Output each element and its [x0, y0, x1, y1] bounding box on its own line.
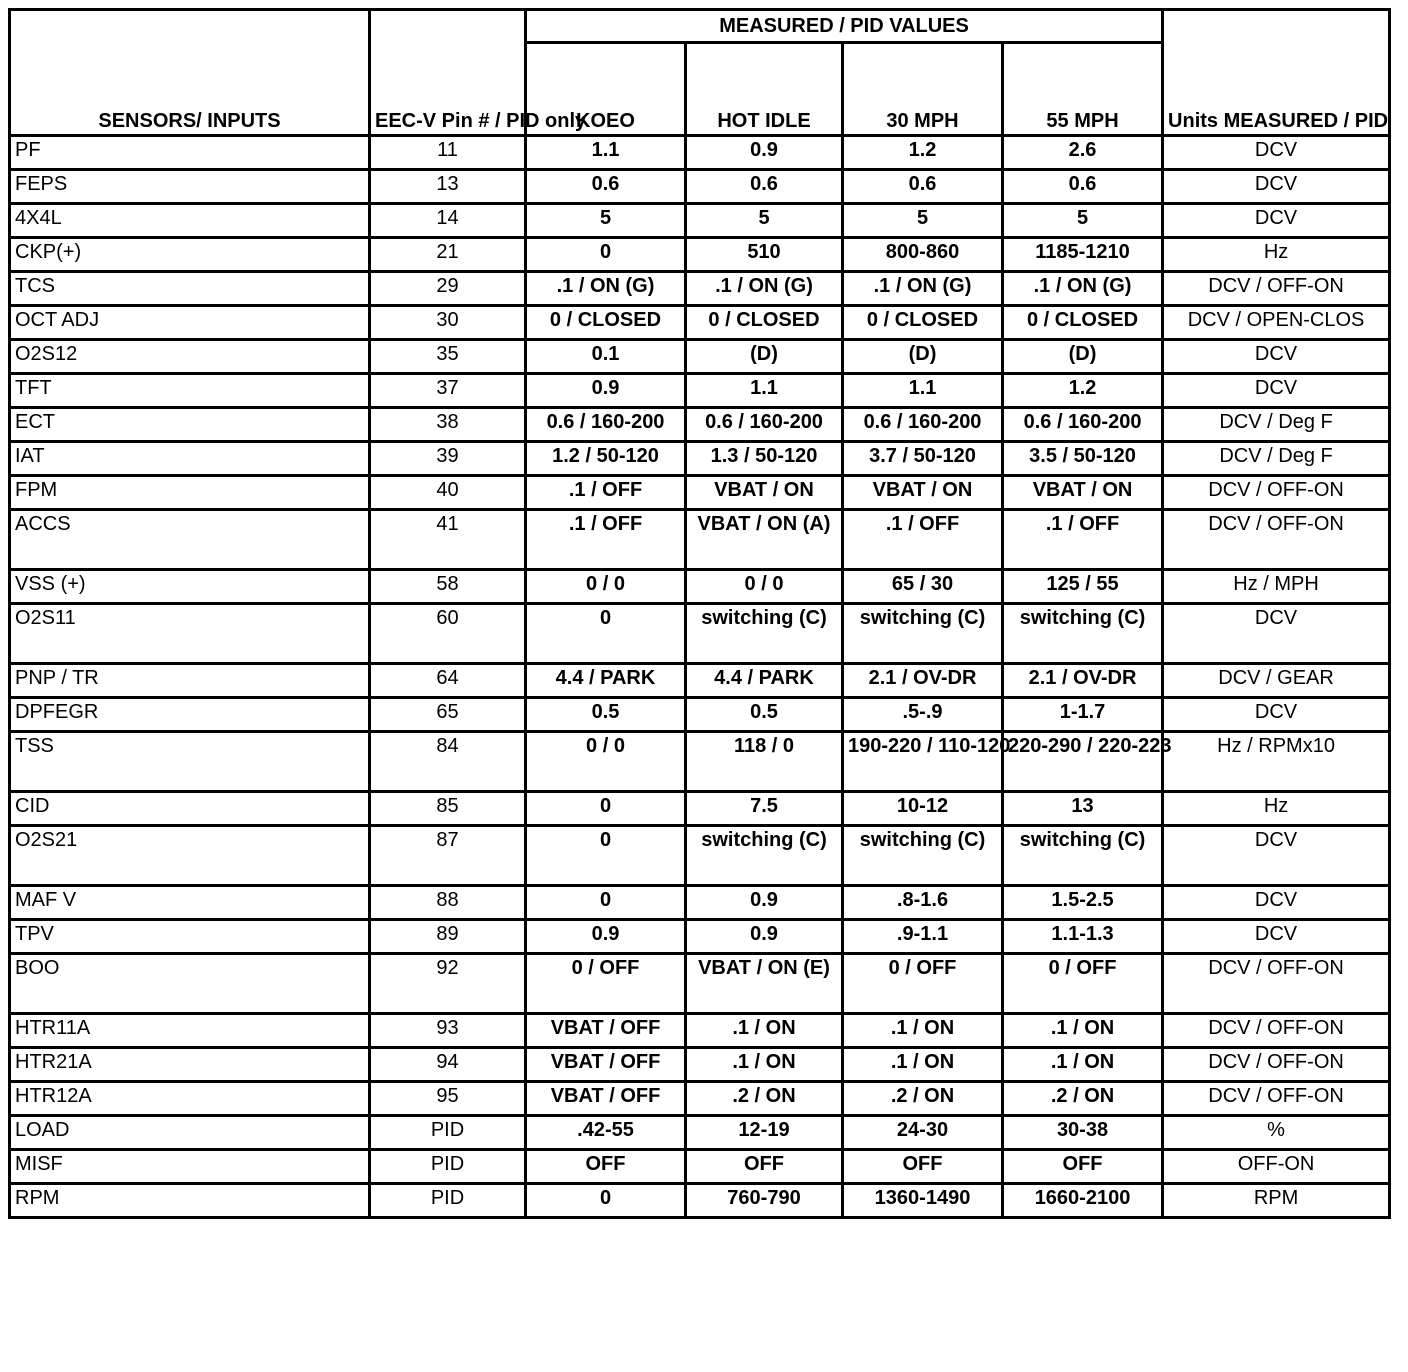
units-cell: DCV / OFF-ON — [1163, 476, 1390, 510]
koeo-value: 0 / OFF — [526, 954, 686, 1014]
koeo-value: 0 — [526, 826, 686, 886]
table-row — [10, 170, 1390, 204]
mph30-value: .1 / ON — [843, 1014, 1003, 1048]
table-row — [10, 1082, 1390, 1116]
mph55-value: 2.1 / OV-DR — [1003, 664, 1163, 698]
pin-cell: PID — [370, 1150, 526, 1184]
mph30-value: .1 / ON — [843, 1048, 1003, 1082]
mph30-value: 190-220 / 110-120 — [843, 732, 1003, 792]
units-cell: DCV — [1163, 340, 1390, 374]
mph30-value: .5-.9 — [843, 698, 1003, 732]
units-cell: DCV / OFF-ON — [1163, 272, 1390, 306]
koeo-value: 0.1 — [526, 340, 686, 374]
pid-values-table — [8, 8, 1391, 1219]
sensor-cell: O2S12 — [10, 340, 370, 374]
units-cell: DCV / OFF-ON — [1163, 1048, 1390, 1082]
units-cell: DCV / Deg F — [1163, 408, 1390, 442]
mph55-value: 0 / CLOSED — [1003, 306, 1163, 340]
sensor-cell: ACCS — [10, 510, 370, 570]
table-row — [10, 732, 1390, 792]
table-row — [10, 306, 1390, 340]
hot-idle-value: VBAT / ON (E) — [686, 954, 843, 1014]
mph55-value: .1 / OFF — [1003, 510, 1163, 570]
mph55-value: 0.6 / 160-200 — [1003, 408, 1163, 442]
sensor-cell: CID — [10, 792, 370, 826]
sensor-cell: VSS (+) — [10, 570, 370, 604]
units-cell: Hz — [1163, 792, 1390, 826]
pin-cell: 88 — [370, 886, 526, 920]
pin-cell: 11 — [370, 136, 526, 170]
koeo-value: 0.9 — [526, 920, 686, 954]
pin-cell: 29 — [370, 272, 526, 306]
pin-cell: 95 — [370, 1082, 526, 1116]
mph30-value: .2 / ON — [843, 1082, 1003, 1116]
koeo-value: 0.6 / 160-200 — [526, 408, 686, 442]
units-cell: Hz — [1163, 238, 1390, 272]
pin-cell: 21 — [370, 238, 526, 272]
hot-idle-value: 760-790 — [686, 1184, 843, 1218]
mph30-value: 800-860 — [843, 238, 1003, 272]
koeo-value: OFF — [526, 1150, 686, 1184]
mph30-value: .9-1.1 — [843, 920, 1003, 954]
units-cell: DCV / OFF-ON — [1163, 1014, 1390, 1048]
mph30-value: switching (C) — [843, 826, 1003, 886]
mph30-value: 2.1 / OV-DR — [843, 664, 1003, 698]
mph55-value: 1185-1210 — [1003, 238, 1163, 272]
mph55-value: 3.5 / 50-120 — [1003, 442, 1163, 476]
units-cell: DCV — [1163, 920, 1390, 954]
units-cell: % — [1163, 1116, 1390, 1150]
hot-idle-value: 0.9 — [686, 136, 843, 170]
units-cell: DCV — [1163, 170, 1390, 204]
units-cell: DCV — [1163, 698, 1390, 732]
units-cell: DCV / OFF-ON — [1163, 954, 1390, 1014]
mph55-value: 1.2 — [1003, 374, 1163, 408]
table-row — [10, 604, 1390, 664]
pin-cell: 93 — [370, 1014, 526, 1048]
header-30-mph: 30 MPH — [843, 43, 1003, 136]
sensor-cell: DPFEGR — [10, 698, 370, 732]
mph55-value: (D) — [1003, 340, 1163, 374]
sensor-cell: HTR12A — [10, 1082, 370, 1116]
sensor-cell: ECT — [10, 408, 370, 442]
koeo-value: 0 — [526, 604, 686, 664]
mph30-value: 1360-1490 — [843, 1184, 1003, 1218]
hot-idle-value: 1.1 — [686, 374, 843, 408]
units-cell: DCV — [1163, 374, 1390, 408]
units-cell: Hz / MPH — [1163, 570, 1390, 604]
mph30-value: 0.6 / 160-200 — [843, 408, 1003, 442]
mph55-value: 1660-2100 — [1003, 1184, 1163, 1218]
pin-cell: 65 — [370, 698, 526, 732]
koeo-value: 0 / 0 — [526, 570, 686, 604]
koeo-value: 1.1 — [526, 136, 686, 170]
pin-cell: 58 — [370, 570, 526, 604]
mph55-value: .1 / ON — [1003, 1048, 1163, 1082]
mph55-value: 0 / OFF — [1003, 954, 1163, 1014]
hot-idle-value: 7.5 — [686, 792, 843, 826]
koeo-value: .1 / OFF — [526, 510, 686, 570]
table-row — [10, 340, 1390, 374]
table-row — [10, 1014, 1390, 1048]
table-row — [10, 664, 1390, 698]
mph30-value: OFF — [843, 1150, 1003, 1184]
sensor-cell: BOO — [10, 954, 370, 1014]
hot-idle-value: VBAT / ON (A) — [686, 510, 843, 570]
header-units: Units MEASURED / PID — [1163, 10, 1390, 136]
units-cell: DCV — [1163, 886, 1390, 920]
hot-idle-value: (D) — [686, 340, 843, 374]
koeo-value: 1.2 / 50-120 — [526, 442, 686, 476]
koeo-value: 0.5 — [526, 698, 686, 732]
hot-idle-value: 510 — [686, 238, 843, 272]
table-row — [10, 826, 1390, 886]
pin-cell: 89 — [370, 920, 526, 954]
table-row — [10, 698, 1390, 732]
pin-cell: 30 — [370, 306, 526, 340]
hot-idle-value: 0.6 — [686, 170, 843, 204]
koeo-value: VBAT / OFF — [526, 1048, 686, 1082]
sensor-cell: LOAD — [10, 1116, 370, 1150]
table-row — [10, 1116, 1390, 1150]
hot-idle-value: 1.3 / 50-120 — [686, 442, 843, 476]
pin-cell: 60 — [370, 604, 526, 664]
table-row — [10, 238, 1390, 272]
hot-idle-value: 0 / 0 — [686, 570, 843, 604]
hot-idle-value: OFF — [686, 1150, 843, 1184]
mph55-value: 1.5-2.5 — [1003, 886, 1163, 920]
sensor-cell: TSS — [10, 732, 370, 792]
mph55-value: 125 / 55 — [1003, 570, 1163, 604]
hot-idle-value: switching (C) — [686, 826, 843, 886]
mph30-value: 1.2 — [843, 136, 1003, 170]
table-row — [10, 408, 1390, 442]
mph55-value: switching (C) — [1003, 604, 1163, 664]
sensor-cell: 4X4L — [10, 204, 370, 238]
sensor-cell: O2S11 — [10, 604, 370, 664]
koeo-value: 5 — [526, 204, 686, 238]
header-sensors-inputs: SENSORS/ INPUTS — [10, 10, 370, 136]
header-hot-idle: HOT IDLE — [686, 43, 843, 136]
mph55-value: 2.6 — [1003, 136, 1163, 170]
pin-cell: 41 — [370, 510, 526, 570]
mph30-value: .1 / OFF — [843, 510, 1003, 570]
sensor-cell: TCS — [10, 272, 370, 306]
koeo-value: 0.6 — [526, 170, 686, 204]
table-row — [10, 920, 1390, 954]
pin-cell: 14 — [370, 204, 526, 238]
mph55-value: OFF — [1003, 1150, 1163, 1184]
units-cell: DCV / OFF-ON — [1163, 1082, 1390, 1116]
mph55-value: 13 — [1003, 792, 1163, 826]
mph55-value: switching (C) — [1003, 826, 1163, 886]
hot-idle-value: 12-19 — [686, 1116, 843, 1150]
mph55-value: .2 / ON — [1003, 1082, 1163, 1116]
mph30-value: 5 — [843, 204, 1003, 238]
koeo-value: 0 / 0 — [526, 732, 686, 792]
hot-idle-value: .2 / ON — [686, 1082, 843, 1116]
koeo-value: 0.9 — [526, 374, 686, 408]
pin-cell: 38 — [370, 408, 526, 442]
hot-idle-value: 118 / 0 — [686, 732, 843, 792]
table-row — [10, 510, 1390, 570]
mph30-value: 0 / CLOSED — [843, 306, 1003, 340]
sensor-cell: IAT — [10, 442, 370, 476]
table-header — [10, 10, 1390, 136]
table-row — [10, 570, 1390, 604]
units-cell: Hz / RPMx10 — [1163, 732, 1390, 792]
table-row — [10, 1150, 1390, 1184]
sensor-cell: MISF — [10, 1150, 370, 1184]
header-55-mph: 55 MPH — [1003, 43, 1163, 136]
koeo-value: .42-55 — [526, 1116, 686, 1150]
units-cell: DCV — [1163, 204, 1390, 238]
table-row — [10, 954, 1390, 1014]
koeo-value: VBAT / OFF — [526, 1014, 686, 1048]
mph30-value: VBAT / ON — [843, 476, 1003, 510]
units-cell: DCV — [1163, 604, 1390, 664]
units-cell: DCV — [1163, 826, 1390, 886]
pin-cell: 92 — [370, 954, 526, 1014]
hot-idle-value: .1 / ON — [686, 1014, 843, 1048]
sensor-cell: HTR11A — [10, 1014, 370, 1048]
mph55-value: .1 / ON (G) — [1003, 272, 1163, 306]
units-cell: DCV / Deg F — [1163, 442, 1390, 476]
koeo-value: 0 — [526, 792, 686, 826]
koeo-value: 0 — [526, 1184, 686, 1218]
table-row — [10, 374, 1390, 408]
mph30-value: 0.6 — [843, 170, 1003, 204]
table-row — [10, 204, 1390, 238]
pin-cell: PID — [370, 1116, 526, 1150]
header-measured-group: MEASURED / PID VALUES — [526, 10, 1163, 43]
table-row — [10, 1184, 1390, 1218]
pin-cell: PID — [370, 1184, 526, 1218]
units-cell: RPM — [1163, 1184, 1390, 1218]
hot-idle-value: 5 — [686, 204, 843, 238]
hot-idle-value: 0.9 — [686, 886, 843, 920]
mph30-value: 24-30 — [843, 1116, 1003, 1150]
header-pin-pid: EEC-V Pin # / PID only — [370, 10, 526, 136]
hot-idle-value: .1 / ON (G) — [686, 272, 843, 306]
hot-idle-value: VBAT / ON — [686, 476, 843, 510]
mph30-value: 3.7 / 50-120 — [843, 442, 1003, 476]
units-cell: DCV / GEAR — [1163, 664, 1390, 698]
table-row — [10, 136, 1390, 170]
pin-cell: 13 — [370, 170, 526, 204]
mph55-value: 0.6 — [1003, 170, 1163, 204]
table-row — [10, 886, 1390, 920]
koeo-value: VBAT / OFF — [526, 1082, 686, 1116]
table-row — [10, 442, 1390, 476]
sensor-cell: OCT ADJ — [10, 306, 370, 340]
table-row — [10, 272, 1390, 306]
units-cell: DCV — [1163, 136, 1390, 170]
hot-idle-value: switching (C) — [686, 604, 843, 664]
sensor-cell: CKP(+) — [10, 238, 370, 272]
hot-idle-value: 0 / CLOSED — [686, 306, 843, 340]
table-row — [10, 476, 1390, 510]
mph30-value: (D) — [843, 340, 1003, 374]
hot-idle-value: 4.4 / PARK — [686, 664, 843, 698]
table-row — [10, 1048, 1390, 1082]
pin-cell: 87 — [370, 826, 526, 886]
pid-values-table-wrapper — [8, 8, 1391, 1219]
pin-cell: 39 — [370, 442, 526, 476]
mph55-value: 30-38 — [1003, 1116, 1163, 1150]
sensor-cell: PNP / TR — [10, 664, 370, 698]
mph30-value: 10-12 — [843, 792, 1003, 826]
hot-idle-value: 0.5 — [686, 698, 843, 732]
koeo-value: .1 / OFF — [526, 476, 686, 510]
pin-cell: 94 — [370, 1048, 526, 1082]
sensor-cell: PF — [10, 136, 370, 170]
pin-cell: 64 — [370, 664, 526, 698]
mph30-value: 1.1 — [843, 374, 1003, 408]
hot-idle-value: 0.9 — [686, 920, 843, 954]
pin-cell: 35 — [370, 340, 526, 374]
table-row — [10, 792, 1390, 826]
sensor-cell: MAF V — [10, 886, 370, 920]
koeo-value: .1 / ON (G) — [526, 272, 686, 306]
header-row-top — [10, 10, 1390, 43]
mph55-value: 1.1-1.3 — [1003, 920, 1163, 954]
mph55-value: VBAT / ON — [1003, 476, 1163, 510]
koeo-value: 0 — [526, 886, 686, 920]
mph30-value: 0 / OFF — [843, 954, 1003, 1014]
units-cell: DCV / OPEN-CLOS — [1163, 306, 1390, 340]
hot-idle-value: .1 / ON — [686, 1048, 843, 1082]
mph30-value: .1 / ON (G) — [843, 272, 1003, 306]
pin-cell: 84 — [370, 732, 526, 792]
table-body — [10, 136, 1390, 1218]
sensor-cell: TPV — [10, 920, 370, 954]
sensor-cell: HTR21A — [10, 1048, 370, 1082]
pin-cell: 85 — [370, 792, 526, 826]
mph30-value: .8-1.6 — [843, 886, 1003, 920]
mph30-value: switching (C) — [843, 604, 1003, 664]
mph55-value: 1-1.7 — [1003, 698, 1163, 732]
header-koeo: KOEO — [526, 43, 686, 136]
mph30-value: 65 / 30 — [843, 570, 1003, 604]
units-cell: DCV / OFF-ON — [1163, 510, 1390, 570]
units-cell: OFF-ON — [1163, 1150, 1390, 1184]
mph55-value: 220-290 / 220-223 — [1003, 732, 1163, 792]
sensor-cell: RPM — [10, 1184, 370, 1218]
sensor-cell: FEPS — [10, 170, 370, 204]
sensor-cell: O2S21 — [10, 826, 370, 886]
sensor-cell: TFT — [10, 374, 370, 408]
mph55-value: 5 — [1003, 204, 1163, 238]
koeo-value: 4.4 / PARK — [526, 664, 686, 698]
hot-idle-value: 0.6 / 160-200 — [686, 408, 843, 442]
mph55-value: .1 / ON — [1003, 1014, 1163, 1048]
pin-cell: 40 — [370, 476, 526, 510]
koeo-value: 0 — [526, 238, 686, 272]
pin-cell: 37 — [370, 374, 526, 408]
koeo-value: 0 / CLOSED — [526, 306, 686, 340]
sensor-cell: FPM — [10, 476, 370, 510]
